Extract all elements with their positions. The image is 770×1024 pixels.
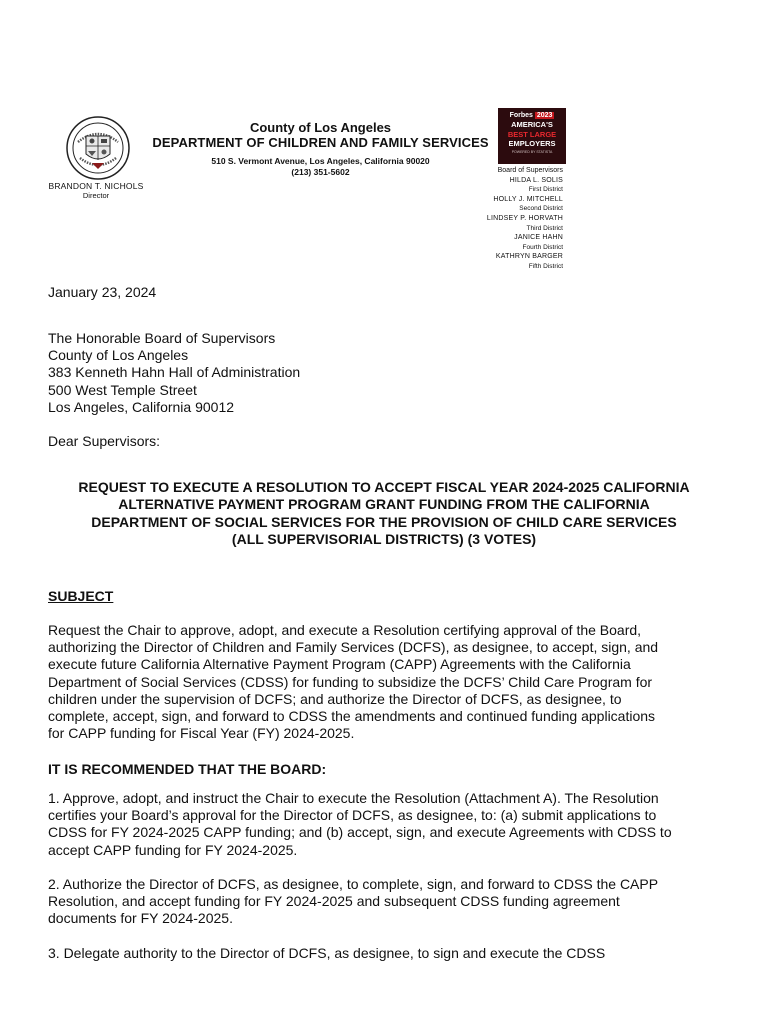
subject-heading: SUBJECT xyxy=(48,588,114,604)
letter-title xyxy=(48,479,720,549)
supervisor-name: JANICE HAHN xyxy=(514,234,563,242)
recommendation-2 xyxy=(48,876,724,928)
recipient-address xyxy=(48,330,728,416)
forbes-year: 2023 xyxy=(536,112,553,119)
title-line: DEPARTMENT OF SOCIAL SERVICES FOR THE PROVISION OF CHILD CARE SERVICES xyxy=(91,513,677,530)
director-title: Director xyxy=(82,191,110,200)
forbes-footer: POWERED BY STATISTA xyxy=(511,149,553,154)
title-line: ALTERNATIVE PAYMENT PROGRAM GRANT FUNDING FROM THE CALIFORNIA xyxy=(118,496,650,513)
supervisor-district: Second District xyxy=(519,205,563,213)
paragraph-line: documents for FY 2024-2025. xyxy=(48,910,233,927)
address-line: The Honorable Board of Supervisors xyxy=(48,330,276,346)
department-address: 510 S. Vermont Avenue, Los Angeles, California 90020 xyxy=(211,156,430,166)
supervisor-district: Third District xyxy=(526,224,563,232)
paragraph-line: accept CAPP funding for FY 2024-2025. xyxy=(48,841,298,858)
paragraph-line: 3. Delegate authority to the Director of DCFS, as designee, to sign and execute the CDSS xyxy=(48,945,606,961)
paragraph-line: Request the Chair to approve, adopt, and execute a Resolution certifying approval of the Board, xyxy=(48,622,642,638)
supervisor-district: Fourth District xyxy=(522,243,563,251)
recommendation-1 xyxy=(48,790,724,859)
director-name: BRANDON T. NICHOLS xyxy=(48,181,144,191)
paragraph-line: for CAPP funding for Fiscal Year (FY) 2024-2025. xyxy=(48,725,355,742)
department-name: DEPARTMENT OF CHILDREN AND FAMILY SERVICES xyxy=(152,135,489,150)
paragraph-line: complete, accept, sign, and forward to CDSS the amendments and continued funding applications xyxy=(48,708,656,725)
forbes-line-2: BEST LARGE xyxy=(507,129,557,139)
title-line: REQUEST TO EXECUTE A RESOLUTION TO ACCEPT FISCAL YEAR 2024-2025 CALIFORNIA xyxy=(78,479,690,495)
paragraph-line: certifies your Board’s approval for the Director of DCFS, as designee, to: (a) submit applications to xyxy=(48,807,657,824)
county-name: County of Los Angeles xyxy=(249,120,392,135)
board-heading: Board of Supervisors xyxy=(497,167,563,174)
address-line: County of Los Angeles xyxy=(48,347,189,364)
forbes-line-3: EMPLOYERS xyxy=(508,139,556,148)
county-seal-icon xyxy=(66,116,130,180)
supervisor-name: KATHRYN BARGER xyxy=(495,253,563,261)
board-of-supervisors xyxy=(470,166,563,272)
paragraph-line: Department of Social Services (CDSS) for funding to subsidize the DCFS’ Child Care Program for xyxy=(48,673,653,690)
supervisor-name: HOLLY J. MITCHELL xyxy=(493,195,563,203)
paragraph-line: CDSS for FY 2024-2025 CAPP funding; and (b) accept, sign, and execute Agreements with CDSS to xyxy=(48,824,672,841)
address-line: Los Angeles, California 90012 xyxy=(48,398,235,415)
forbes-brand: Forbes xyxy=(509,112,533,119)
department-phone: (213) 351-5602 xyxy=(291,167,350,177)
address-line: 383 Kenneth Hahn Hall of Administration xyxy=(48,364,301,381)
forbes-badge xyxy=(498,108,566,164)
paragraph-line: Resolution, and accept funding for FY 2024-2025 and subsequent CDSS funding agreement xyxy=(48,893,620,910)
supervisor-district: First District xyxy=(528,186,563,194)
supervisor-name: HILDA L. SOLIS xyxy=(509,176,563,184)
forbes-line-1: AMERICA'S xyxy=(511,120,553,129)
paragraph-line: children under the supervision of DCFS; and authorize the Director of DCFS, as designee, to xyxy=(48,690,622,707)
supervisor-name: LINDSEY P. HORVATH xyxy=(486,214,563,222)
paragraph-line: execute future California Alternative Payment Program (CAPP) Agreements with the California xyxy=(48,656,631,673)
subject-paragraph xyxy=(48,622,724,742)
paragraph-line: 1. Approve, adopt, and instruct the Chair to execute the Resolution (Attachment A). The Resolution xyxy=(48,790,659,806)
address-line: 500 West Temple Street xyxy=(48,381,197,398)
title-line: (ALL SUPERVISORIAL DISTRICTS) (3 VOTES) xyxy=(231,531,537,548)
paragraph-line: 2. Authorize the Director of DCFS, as designee, to complete, sign, and forward to CDSS the CAPP xyxy=(48,876,659,892)
supervisor-district: Fifth District xyxy=(528,262,563,270)
salutation: Dear Supervisors: xyxy=(48,433,161,449)
recommendation-heading: IT IS RECOMMENDED THAT THE BOARD: xyxy=(48,761,327,777)
letter-date: January 23, 2024 xyxy=(48,284,157,300)
recommendation-3 xyxy=(48,945,724,962)
paragraph-line: authorizing the Director of Children and Family Services (DCFS), as designee, to accept, sign, and xyxy=(48,639,659,656)
